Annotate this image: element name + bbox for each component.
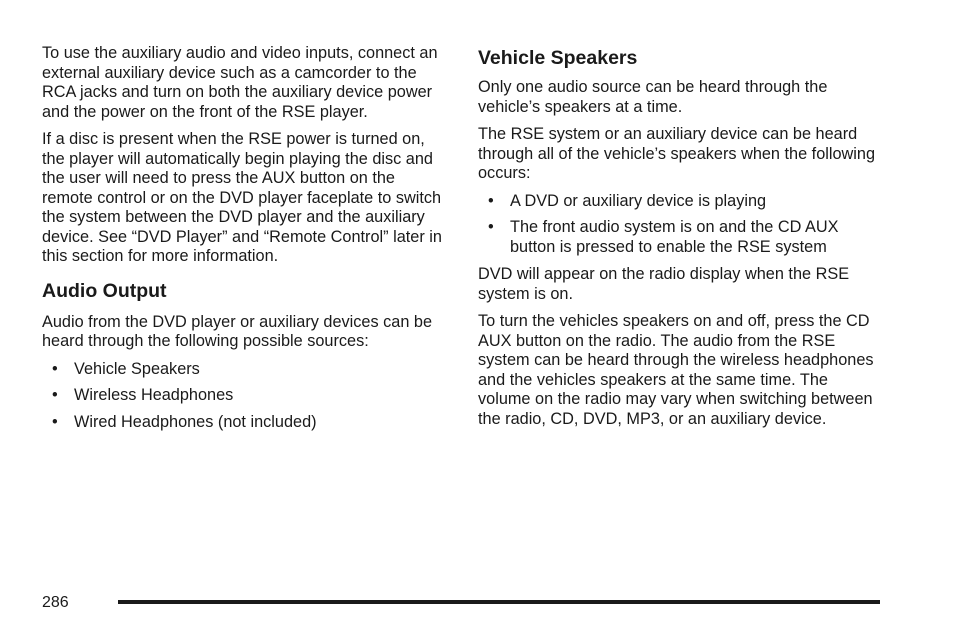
intro-paragraph: To use the auxiliary audio and video inputs, connect an external auxiliary device such as a camcorder to the RCA jacks and turn on both the auxiliary device power and the power on the front of the RSE player. <box>42 44 438 121</box>
list-item <box>478 192 883 212</box>
disc-paragraph: If a disc is present when the RSE power is turned on, the player will automatically begin playing the disc and the user will need to press the AUX button on the remote control or on the DVD player faceplate to switch the system between the DVD player and the auxiliary device. See “DVD Player” and “Remote Control” later in this section for more information. <box>42 130 442 265</box>
bullet-icon: • <box>52 386 58 404</box>
audio-output-paragraph: Audio from the DVD player or auxiliary devices can be heard through the following possible sources: <box>42 312 433 350</box>
dvd-display-paragraph: DVD will appear on the radio display when the RSE system is on. <box>478 265 850 303</box>
one-source-paragraph: Only one audio source can be heard through the vehicle’s speakers at a time. <box>478 78 828 116</box>
list-item-text: Wired Headphones (not included) <box>74 412 317 431</box>
list-item-text: Vehicle Speakers <box>74 359 200 378</box>
page-number: 286 <box>42 594 69 611</box>
list-item-text: Wireless Headphones <box>74 386 234 404</box>
bullet-icon: • <box>488 191 494 210</box>
right-column <box>478 44 883 437</box>
list-item <box>42 386 442 406</box>
bullet-icon: • <box>52 359 58 378</box>
list-item-text: A DVD or auxiliary device is playing <box>510 191 767 210</box>
bullet-icon: • <box>488 218 494 236</box>
list-item-text: The front audio system is on and the CD AUX button is pressed to enable the RSE system <box>510 218 839 256</box>
list-item <box>42 360 442 380</box>
audio-sources-list <box>42 360 442 433</box>
rse-system-paragraph: The RSE system or an auxiliary device can be heard through all of the vehicle’s speakers when the following occurs: <box>478 125 876 182</box>
list-item <box>478 218 883 257</box>
left-column <box>42 44 442 440</box>
conditions-list <box>478 192 883 258</box>
turn-on-paragraph: To turn the vehicles speakers on and off, press the CD AUX button on the radio. The audio from the RSE system can be heard through the wireless headphones and the vehicles speakers at the same time. The volume on the radio may vary when switching between the radio, CD, DVD, MP3, or an auxiliary device. <box>478 312 874 428</box>
list-item <box>42 413 442 433</box>
vehicle-speakers-heading: Vehicle Speakers <box>478 47 638 69</box>
audio-output-heading: Audio Output <box>42 279 167 302</box>
footer-divider <box>118 600 880 604</box>
bullet-icon: • <box>52 412 58 431</box>
